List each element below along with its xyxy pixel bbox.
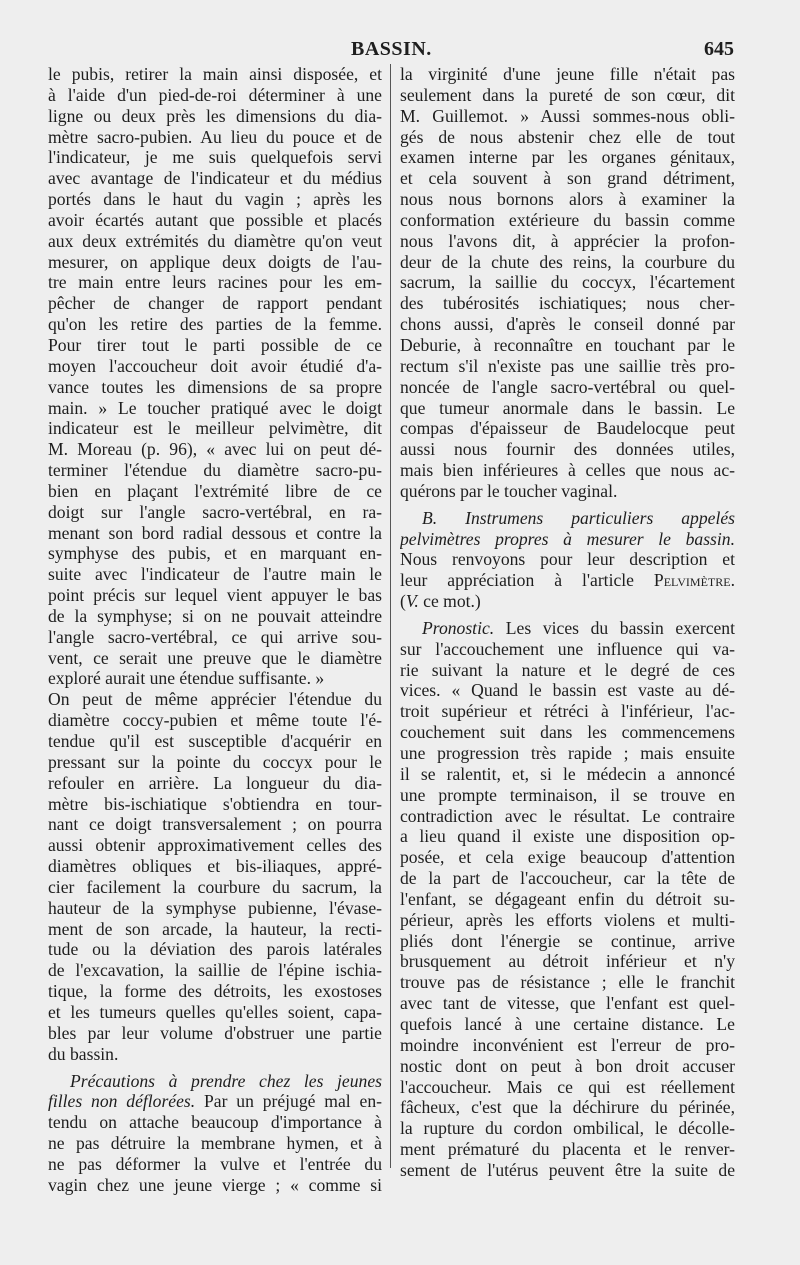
paragraph-instruments (400, 508, 735, 612)
text-line: gés de nous abstenir chez elle de tout (400, 126, 735, 147)
text-line: Pour tirer tout le parti possible de ce (48, 334, 382, 355)
text-line: pêcher de changer de rapport pendant (48, 293, 382, 314)
text-line: une progression très rapide ; mais ensuite (400, 743, 735, 763)
text-line: nous l'avons dit, à apprécier la profon- (400, 230, 735, 251)
paragraph-precautions (48, 1071, 382, 1196)
text-line: menant son bord radial dessous et contre la (48, 522, 382, 543)
text-line: couchement suit dans les commencemens (400, 722, 735, 743)
text-line: deur de la chute des reins, la courbure du (400, 251, 735, 272)
text-line: tude ou la déviation des parois latérales (48, 939, 382, 960)
text-line: terminer l'étendue du diamètre sacro-pu- (48, 460, 382, 481)
text-line: On peut de même apprécier l'étendue du (48, 689, 382, 710)
text-line: aux deux extrémités du diamètre qu'on veut (48, 230, 382, 251)
text-line: chons aussi, d'après le conseil donné par (400, 314, 735, 335)
text-line: de l'excavation, la saillie de l'épine ischia- (48, 960, 382, 981)
section-heading-cont: filles non déflorées. (48, 1091, 196, 1112)
text-line: tre main entre leurs racines pour les em- (48, 272, 382, 293)
text-line: avoir écartés autant que possible et placés (48, 209, 382, 230)
text-line: trouve pas de résistance ; elle le franchit (400, 972, 735, 993)
section-heading: B. Instrumens particuliers appelés (422, 507, 735, 528)
text-line: pliés dont l'énergie se continue, arrive (400, 930, 735, 951)
text-line: mais bien inférieures à celles que nous ac- (400, 460, 735, 481)
text-line: l'indicateur, je me suis quelquefois servi (48, 147, 382, 168)
text-line: ligne ou deux près les dimensions du dia- (48, 105, 382, 126)
running-title: BASSIN. (351, 38, 432, 60)
text-line: tique, la forme des détroits, les exostoses (48, 981, 382, 1002)
text-line: refouler en arrière. La longueur du dia- (48, 772, 382, 793)
text-line: seulement dans la pureté de son cœur, dit (400, 84, 735, 105)
text-line: pressant sur la pointe du coccyx pour le (48, 751, 382, 772)
text-line (400, 591, 735, 612)
text-line: quérons par le toucher vaginal. (400, 480, 618, 501)
text-line: la rupture du cordon ombilical, le décolle- (400, 1118, 735, 1139)
text-line: nostic dont on peut à bon droit accuser (400, 1055, 735, 1076)
text-line: noncée de l'angle sacro-vertébral ou quel- (400, 376, 735, 397)
text-line: sacrum, la saillie du coccyx, l'écartement (400, 272, 735, 293)
text-line: quefois lancé à une certaine distance. Le (400, 1013, 735, 1034)
text-line: point précis sur lequel vient appuyer le bas (48, 585, 382, 606)
paragraph-virginity (400, 64, 735, 502)
paragraph-body (400, 639, 735, 1181)
text-line: ne pas déformer la vulve et l'entrée du (48, 1153, 382, 1174)
running-head (0, 38, 800, 62)
section-heading: Pronostic. (422, 617, 495, 638)
text-run: Les vices du bassin exercent (494, 617, 735, 638)
voir-abbrev: V. (405, 591, 419, 612)
text-line: diamètre coccy-pubien et même toute l'é- (48, 710, 382, 731)
text-line: conformation extérieure du bassin comme (400, 209, 735, 230)
text-line: sement de l'utérus peuvent être la suite de (400, 1159, 735, 1180)
paragraph-pelvimetry-touch (48, 64, 382, 1065)
text-line: tendue qu'il est susceptible d'acquérir en (48, 731, 382, 751)
page-number: 645 (704, 38, 734, 60)
text-line: tendu on attache beaucoup d'importance à (48, 1112, 382, 1133)
text-line: suite avec l'indicateur de l'autre main le (48, 564, 382, 585)
text-line: aussi obtenir approximativement celles des (48, 835, 382, 856)
section-heading: Précautions à prendre chez les jeunes (70, 1070, 382, 1091)
text-line (48, 1071, 382, 1092)
text-line: M. Moreau (p. 96), « avec lui on peut dé- (48, 439, 382, 460)
text-line: et les tumeurs quelles qu'elles soient, capa- (48, 1001, 382, 1022)
text-line: l'accoucheur. Mais ce qui est réellement (400, 1076, 735, 1097)
text-line: des tubérosités ischiatiques; nous cher- (400, 293, 735, 314)
text-line: mètre bis-ischiatique s'obtiendra en tour- (48, 793, 382, 814)
text-line: portés dans le haut du vagin ; après les (48, 189, 382, 210)
text-line: de la symphyse; si on ne pouvait atteindre (48, 605, 382, 626)
text-line: rectum s'il n'existe pas une saillie très pro- (400, 355, 735, 376)
text-line (400, 508, 735, 529)
text-line: cier facilement la courbure du sacrum, la (48, 876, 382, 897)
text-line: nant ce doigt transversalement ; on pourra (48, 814, 382, 835)
right-column (400, 64, 735, 1181)
text-line: Nous renvoyons pour leur description et (400, 549, 735, 570)
text-line: du bassin. (48, 1043, 119, 1064)
text-line: hauteur de la symphyse pubienne, l'évase- (48, 897, 382, 918)
text-line: périeur, après les efforts violens et multi- (400, 909, 735, 930)
text-line: vices. « Quand le bassin est vaste au dé- (400, 680, 735, 701)
text-line (400, 570, 735, 591)
text-line: vagin chez une jeune vierge ; « comme si (48, 1174, 382, 1195)
text-line: qu'on les retire des parties de la femme. (48, 314, 382, 335)
text-line: une prompte terminaison, il se trouve en (400, 784, 735, 805)
text-line: symphyse des pubis, et en marquant en- (48, 543, 382, 564)
text-line: aussi nous fournir des données utiles, (400, 439, 735, 460)
paragraph-prognosis (400, 618, 735, 1181)
text-line: avec tant de vitesse, que l'enfant est quel- (400, 993, 735, 1014)
text-line (400, 529, 735, 550)
text-line: M. Guillemot. » Aussi sommes-nous obli- (400, 105, 735, 126)
text-line: vent, ce serait une preuve que le diamètre (48, 647, 382, 668)
text-line: bles par leur volume d'obstruer une partie (48, 1022, 382, 1043)
text-line: fâcheux, c'est que la déchirure du périnée, (400, 1097, 735, 1118)
text-line: doigt sur l'angle sacro-vertébral, en ra- (48, 501, 382, 522)
text-line: le pubis, retirer la main ainsi disposée, et (48, 64, 382, 84)
text-run: Par un préjugé mal en- (195, 1091, 382, 1112)
text-line: bien en plaçant l'extrémité libre de ce (48, 480, 382, 501)
text-line: compas d'épaisseur de Baudelocque peut (400, 418, 735, 439)
text-line: et cela souvent à son grand détriment, (400, 168, 735, 189)
text-line: l'angle sacro-vertébral, ce qui arrive sou- (48, 626, 382, 647)
text-line: diamètres obliques et bis-iliaques, appré- (48, 856, 382, 877)
text-line: brusquement au détroit inférieur et n'y (400, 951, 735, 972)
left-column (48, 64, 382, 1196)
text-line: contradiction avec le résultat. Le contraire (400, 805, 735, 826)
text-line: à l'aide d'un pied-de-roi déterminer à une (48, 84, 382, 105)
text-line: examen interne par les organes génitaux, (400, 147, 735, 168)
text-line: moyen l'accoucheur doit avoir étudié d'a- (48, 355, 382, 376)
text-line: exploré aurait une étendue suffisante. » (48, 668, 325, 689)
text-line: ne pas détruire la membrane hymen, et à (48, 1133, 382, 1154)
cross-reference: Pelvimètre. (653, 570, 735, 591)
text-line: il se ralentit, et, si le médecin a annoncé (400, 763, 735, 784)
text-line: troit supérieur et rétréci à l'inférieur, l'ac- (400, 701, 735, 722)
text-line: nous nous bornons alors à examiner la (400, 189, 735, 210)
text-line: main. » Le toucher pratiqué avec le doigt (48, 397, 382, 418)
text-line: posée, et cela exige beaucoup d'attention (400, 847, 735, 868)
paragraph-body (48, 1112, 382, 1195)
text-line: moindre inconvénient est l'erreur de pro- (400, 1034, 735, 1055)
text-line: rie suivant la nature et le degré de ces (400, 659, 735, 680)
text-line: sur l'accouchement une influence qui va- (400, 638, 735, 659)
text-line: indicateur est le meilleur pelvimètre, dit (48, 418, 382, 439)
text-run: ce mot.) (418, 591, 481, 612)
text-line: avec avantage de l'indicateur et du médius (48, 168, 382, 189)
text-line: de la part de l'accoucheur, car la tête de (400, 868, 735, 889)
section-heading-cont: pelvimètres propres à mesurer le bassin. (400, 528, 735, 549)
text-line: la virginité d'une jeune fille n'était pas (400, 64, 735, 84)
text-line: l'enfant, se dégageant enfin du détroit su- (400, 888, 735, 909)
text-line: que tumeur anormale dans le bassin. Le (400, 397, 735, 418)
text-line: ment de son arcade, la hauteur, la recti- (48, 918, 382, 939)
text-line: vance toutes les dimensions de sa propre (48, 376, 382, 397)
text-line: Deburie, à reconnaître en touchant par le (400, 334, 735, 355)
text-line (48, 1091, 382, 1112)
text-line: mètre sacro-pubien. Au lieu du pouce et de (48, 126, 382, 147)
column-divider (390, 64, 391, 1168)
text-line (400, 618, 735, 639)
text-run: leur appréciation à l'article (400, 570, 654, 591)
text-run: ( (400, 591, 406, 612)
text-line: ment prématuré du placenta et le renver- (400, 1139, 735, 1160)
text-line: a lieu quand il existe une disposition op- (400, 826, 735, 847)
text-line: mesurer, on applique deux doigts de l'au- (48, 251, 382, 272)
